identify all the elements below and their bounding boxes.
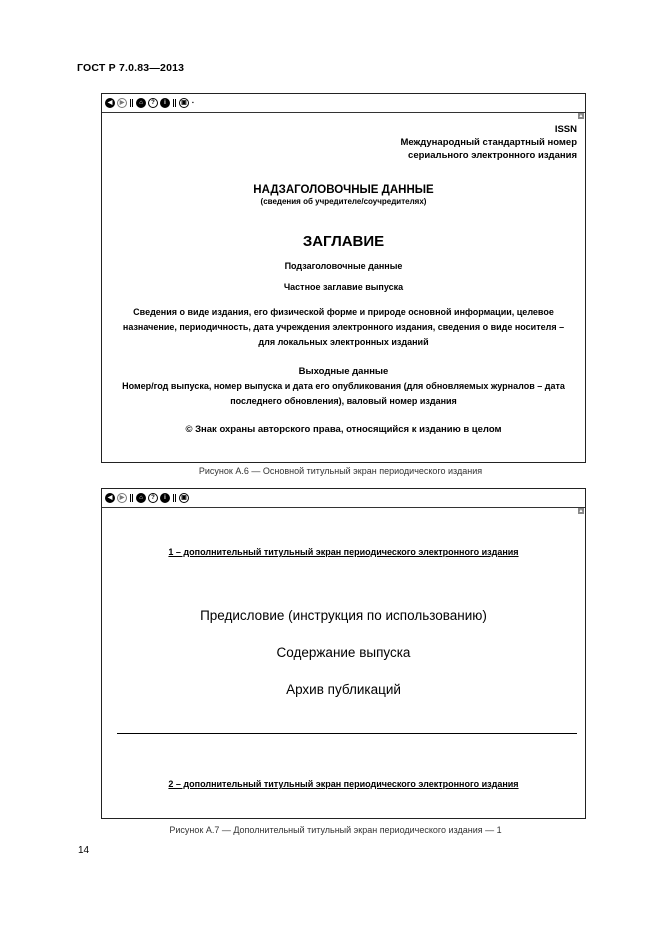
issn-block [400, 123, 577, 162]
issn-description-line-2: сериального электронного издания [408, 150, 577, 161]
over-title-note: (сведения об учредителе/соучредителях) [260, 197, 427, 206]
figure-a7-caption: Рисунок А.7 — Дополнительный титульный экран периодического издания — 1 [169, 825, 502, 835]
navigation-toolbar [102, 94, 585, 113]
issn-description-line-1: Международный стандартный номер [400, 137, 577, 148]
back-icon[interactable]: ◀ [105, 98, 115, 108]
toolbar-separator [130, 494, 133, 502]
toolbar-marker-icon: ▪ [192, 100, 194, 106]
figure-a6-caption: Рисунок А.6 — Основной титульный экран периодического издания [198, 466, 483, 476]
toolbar-separator [173, 494, 176, 502]
info-icon[interactable]: i [160, 98, 170, 108]
imprint-title: Выходные данные [298, 366, 389, 377]
home-icon[interactable]: ⌂ [136, 98, 146, 108]
scroll-up-arrow-icon[interactable]: ▲ [578, 113, 584, 119]
copyright-notice: © Знак охраны авторского права, относящийся к изданию в целом [185, 424, 502, 435]
subtitle: Подзаголовочные данные [284, 261, 403, 271]
info-icon[interactable]: i [160, 493, 170, 503]
additional-screen-link-1[interactable]: 1 – дополнительный титульный экран периодического электронного издания [168, 547, 519, 557]
imprint-text: Номер/год выпуска, номер выпуска и дата его опубликования (для обновляемых журналов – дата последнего обновления), валовый номер издания [122, 381, 565, 406]
edition-info: Сведения о виде издания, его физической форме и природе основной информации, целевое назначение, периодичность, дата учреждения электронного издания, сведения о виде носителя – для локальных электронных изданий [122, 307, 565, 347]
divider [117, 733, 577, 734]
navigation-toolbar [102, 489, 585, 508]
menu-item-preface[interactable]: Предисловие (инструкция по использованию) [200, 608, 487, 623]
home-icon[interactable]: ⌂ [136, 493, 146, 503]
document-header: ГОСТ Р 7.0.83—2013 [77, 62, 185, 74]
toolbar-separator [173, 99, 176, 107]
main-title: ЗАГЛАВИЕ [302, 233, 385, 250]
main-title-screen-frame [101, 93, 586, 463]
over-title: НАДЗАГОЛОВОЧНЫЕ ДАННЫЕ [253, 184, 434, 196]
menu-item-contents[interactable]: Содержание выпуска [276, 645, 411, 660]
part-title: Частное заглавие выпуска [283, 282, 404, 292]
additional-screen-link-2[interactable]: 2 – дополнительный титульный экран периодического электронного издания [168, 779, 519, 789]
scroll-up-arrow-icon[interactable]: ▲ [578, 508, 584, 514]
forward-icon[interactable]: ▶ [117, 493, 127, 503]
toolbar-separator [130, 99, 133, 107]
page-number: 14 [78, 845, 90, 856]
back-icon[interactable]: ◀ [105, 493, 115, 503]
forward-icon[interactable]: ▶ [117, 98, 127, 108]
search-icon[interactable]: ? [148, 493, 158, 503]
additional-title-screen-frame [101, 488, 586, 819]
search-icon[interactable]: ? [148, 98, 158, 108]
menu-item-archive[interactable]: Архив публикаций [286, 682, 401, 697]
issn-label: ISSN [554, 124, 577, 135]
print-icon[interactable]: ▣ [179, 98, 189, 108]
print-icon[interactable]: ▣ [179, 493, 189, 503]
